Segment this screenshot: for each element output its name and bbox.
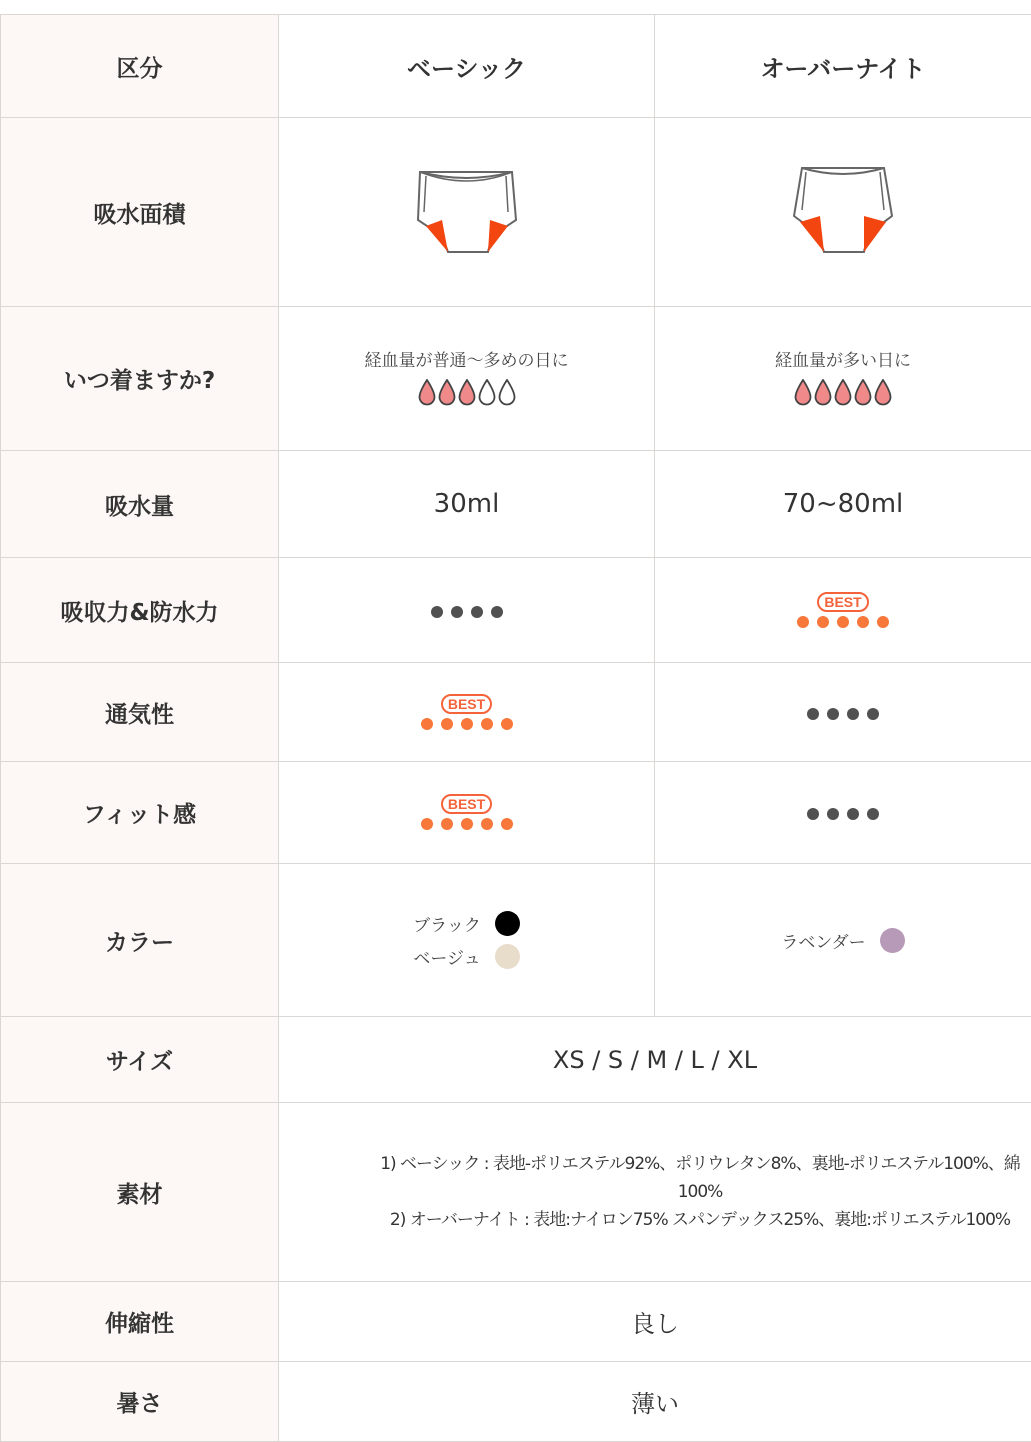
when-row — [1, 307, 1031, 451]
rating-dot — [847, 708, 859, 720]
rating-dot — [461, 818, 473, 830]
stretch-value: 良し — [279, 1282, 1031, 1362]
color-overnight — [655, 864, 1031, 1017]
rating-dot — [847, 808, 859, 820]
empty-drop-icon — [478, 379, 496, 407]
when-basic-text: 経血量が普通～多めの日に — [364, 351, 569, 371]
when-basic — [279, 307, 655, 451]
material-line-1: 1) ベーシック : 表地-ポリエステル92%、ポリウレタン8%、裏地-ポリエステル100%、綿100% — [380, 1154, 1020, 1202]
material-row — [1, 1103, 1031, 1282]
rating-dot — [441, 818, 453, 830]
color-row — [1, 864, 1031, 1017]
when-label: いつ着ますか? — [1, 307, 279, 451]
fit-label: フィット感 — [1, 762, 279, 864]
rating-dot — [857, 616, 869, 628]
color-name: ベージュ — [413, 949, 481, 969]
color-basic — [279, 864, 655, 1017]
rating-dot — [441, 718, 453, 730]
drops-basic — [279, 379, 654, 411]
absorb-power-row — [1, 558, 1031, 663]
breathability-row — [1, 663, 1031, 762]
absorb-power-basic — [279, 558, 655, 663]
rating-dot — [501, 818, 513, 830]
heat-value: 薄い — [279, 1362, 1031, 1442]
area-row — [1, 118, 1031, 307]
best-badge: BEST — [441, 694, 492, 714]
color-option — [279, 944, 654, 969]
rating-dot — [471, 606, 483, 618]
absorb-power-overnight — [655, 558, 1031, 663]
rating-dot — [837, 616, 849, 628]
rating-dots — [655, 708, 1031, 721]
fit-basic — [279, 762, 655, 864]
fit-overnight — [655, 762, 1031, 864]
filled-drop-icon — [418, 379, 436, 407]
rating-dots — [655, 808, 1031, 821]
rating-dot — [451, 606, 463, 618]
filled-drop-icon — [814, 379, 832, 407]
heat-row — [1, 1362, 1031, 1442]
color-option — [655, 928, 1031, 953]
rating-dot — [501, 718, 513, 730]
best-badge: BEST — [441, 794, 492, 814]
size-row — [1, 1017, 1031, 1103]
comparison-table — [0, 14, 1031, 1442]
filled-drop-icon — [854, 379, 872, 407]
absorb-amount-basic: 30ml — [279, 451, 655, 558]
when-overnight-text: 経血量が多い日に — [775, 351, 911, 371]
material-line-2: 2) オーバーナイト : 表地:ナイロン75% スパンデックス25%、裏地:ポリエステル100% — [389, 1210, 1011, 1230]
empty-drop-icon — [498, 379, 516, 407]
absorb-amount-label: 吸水量 — [1, 451, 279, 558]
heat-label: 暑さ — [1, 1362, 279, 1442]
when-overnight — [655, 307, 1031, 451]
absorb-amount-overnight: 70~80ml — [655, 451, 1031, 558]
beige-swatch — [495, 944, 520, 969]
filled-drop-icon — [834, 379, 852, 407]
header-overnight: オーバーナイト — [655, 15, 1031, 118]
breathability-label: 通気性 — [1, 663, 279, 762]
fit-row — [1, 762, 1031, 864]
best-badge: BEST — [817, 592, 868, 612]
filled-drop-icon — [874, 379, 892, 407]
rating-dot — [491, 606, 503, 618]
rating-dot — [817, 616, 829, 628]
overnight-underwear-icon — [788, 162, 898, 258]
rating-dot — [797, 616, 809, 628]
color-name: ラベンダー — [781, 932, 866, 953]
black-swatch — [495, 911, 520, 936]
lavender-swatch — [880, 928, 905, 953]
stretch-label: 伸縮性 — [1, 1282, 279, 1362]
breathability-overnight — [655, 663, 1031, 762]
material-label: 素材 — [1, 1103, 279, 1282]
drops-overnight — [655, 379, 1031, 411]
rating-dots — [655, 616, 1031, 629]
rating-dot — [481, 718, 493, 730]
rating-dot — [827, 808, 839, 820]
stretch-row — [1, 1282, 1031, 1362]
rating-dot — [481, 818, 493, 830]
area-overnight — [655, 118, 1031, 307]
color-label: カラー — [1, 864, 279, 1017]
filled-drop-icon — [794, 379, 812, 407]
filled-drop-icon — [438, 379, 456, 407]
filled-drop-icon — [458, 379, 476, 407]
rating-dots — [279, 606, 654, 619]
rating-dot — [867, 708, 879, 720]
rating-dot — [421, 718, 433, 730]
rating-dot — [877, 616, 889, 628]
rating-dot — [431, 606, 443, 618]
breathability-basic — [279, 663, 655, 762]
material-value — [279, 1103, 1031, 1282]
area-basic — [279, 118, 655, 307]
rating-dot — [807, 808, 819, 820]
rating-dot — [867, 808, 879, 820]
rating-dot — [421, 818, 433, 830]
rating-dots — [279, 818, 654, 831]
header-row — [1, 15, 1031, 118]
absorb-power-label: 吸収力&防水力 — [1, 558, 279, 663]
area-label: 吸水面積 — [1, 118, 279, 307]
rating-dot — [461, 718, 473, 730]
rating-dot — [807, 708, 819, 720]
basic-underwear-icon — [412, 162, 522, 258]
color-name: ブラック — [413, 916, 481, 936]
header-label: 区分 — [1, 15, 279, 118]
size-value: XS / S / M / L / XL — [279, 1017, 1031, 1103]
rating-dot — [827, 708, 839, 720]
header-basic: ベーシック — [279, 15, 655, 118]
rating-dots — [279, 718, 654, 731]
absorb-amount-row — [1, 451, 1031, 558]
color-option — [279, 911, 654, 936]
size-label: サイズ — [1, 1017, 279, 1103]
